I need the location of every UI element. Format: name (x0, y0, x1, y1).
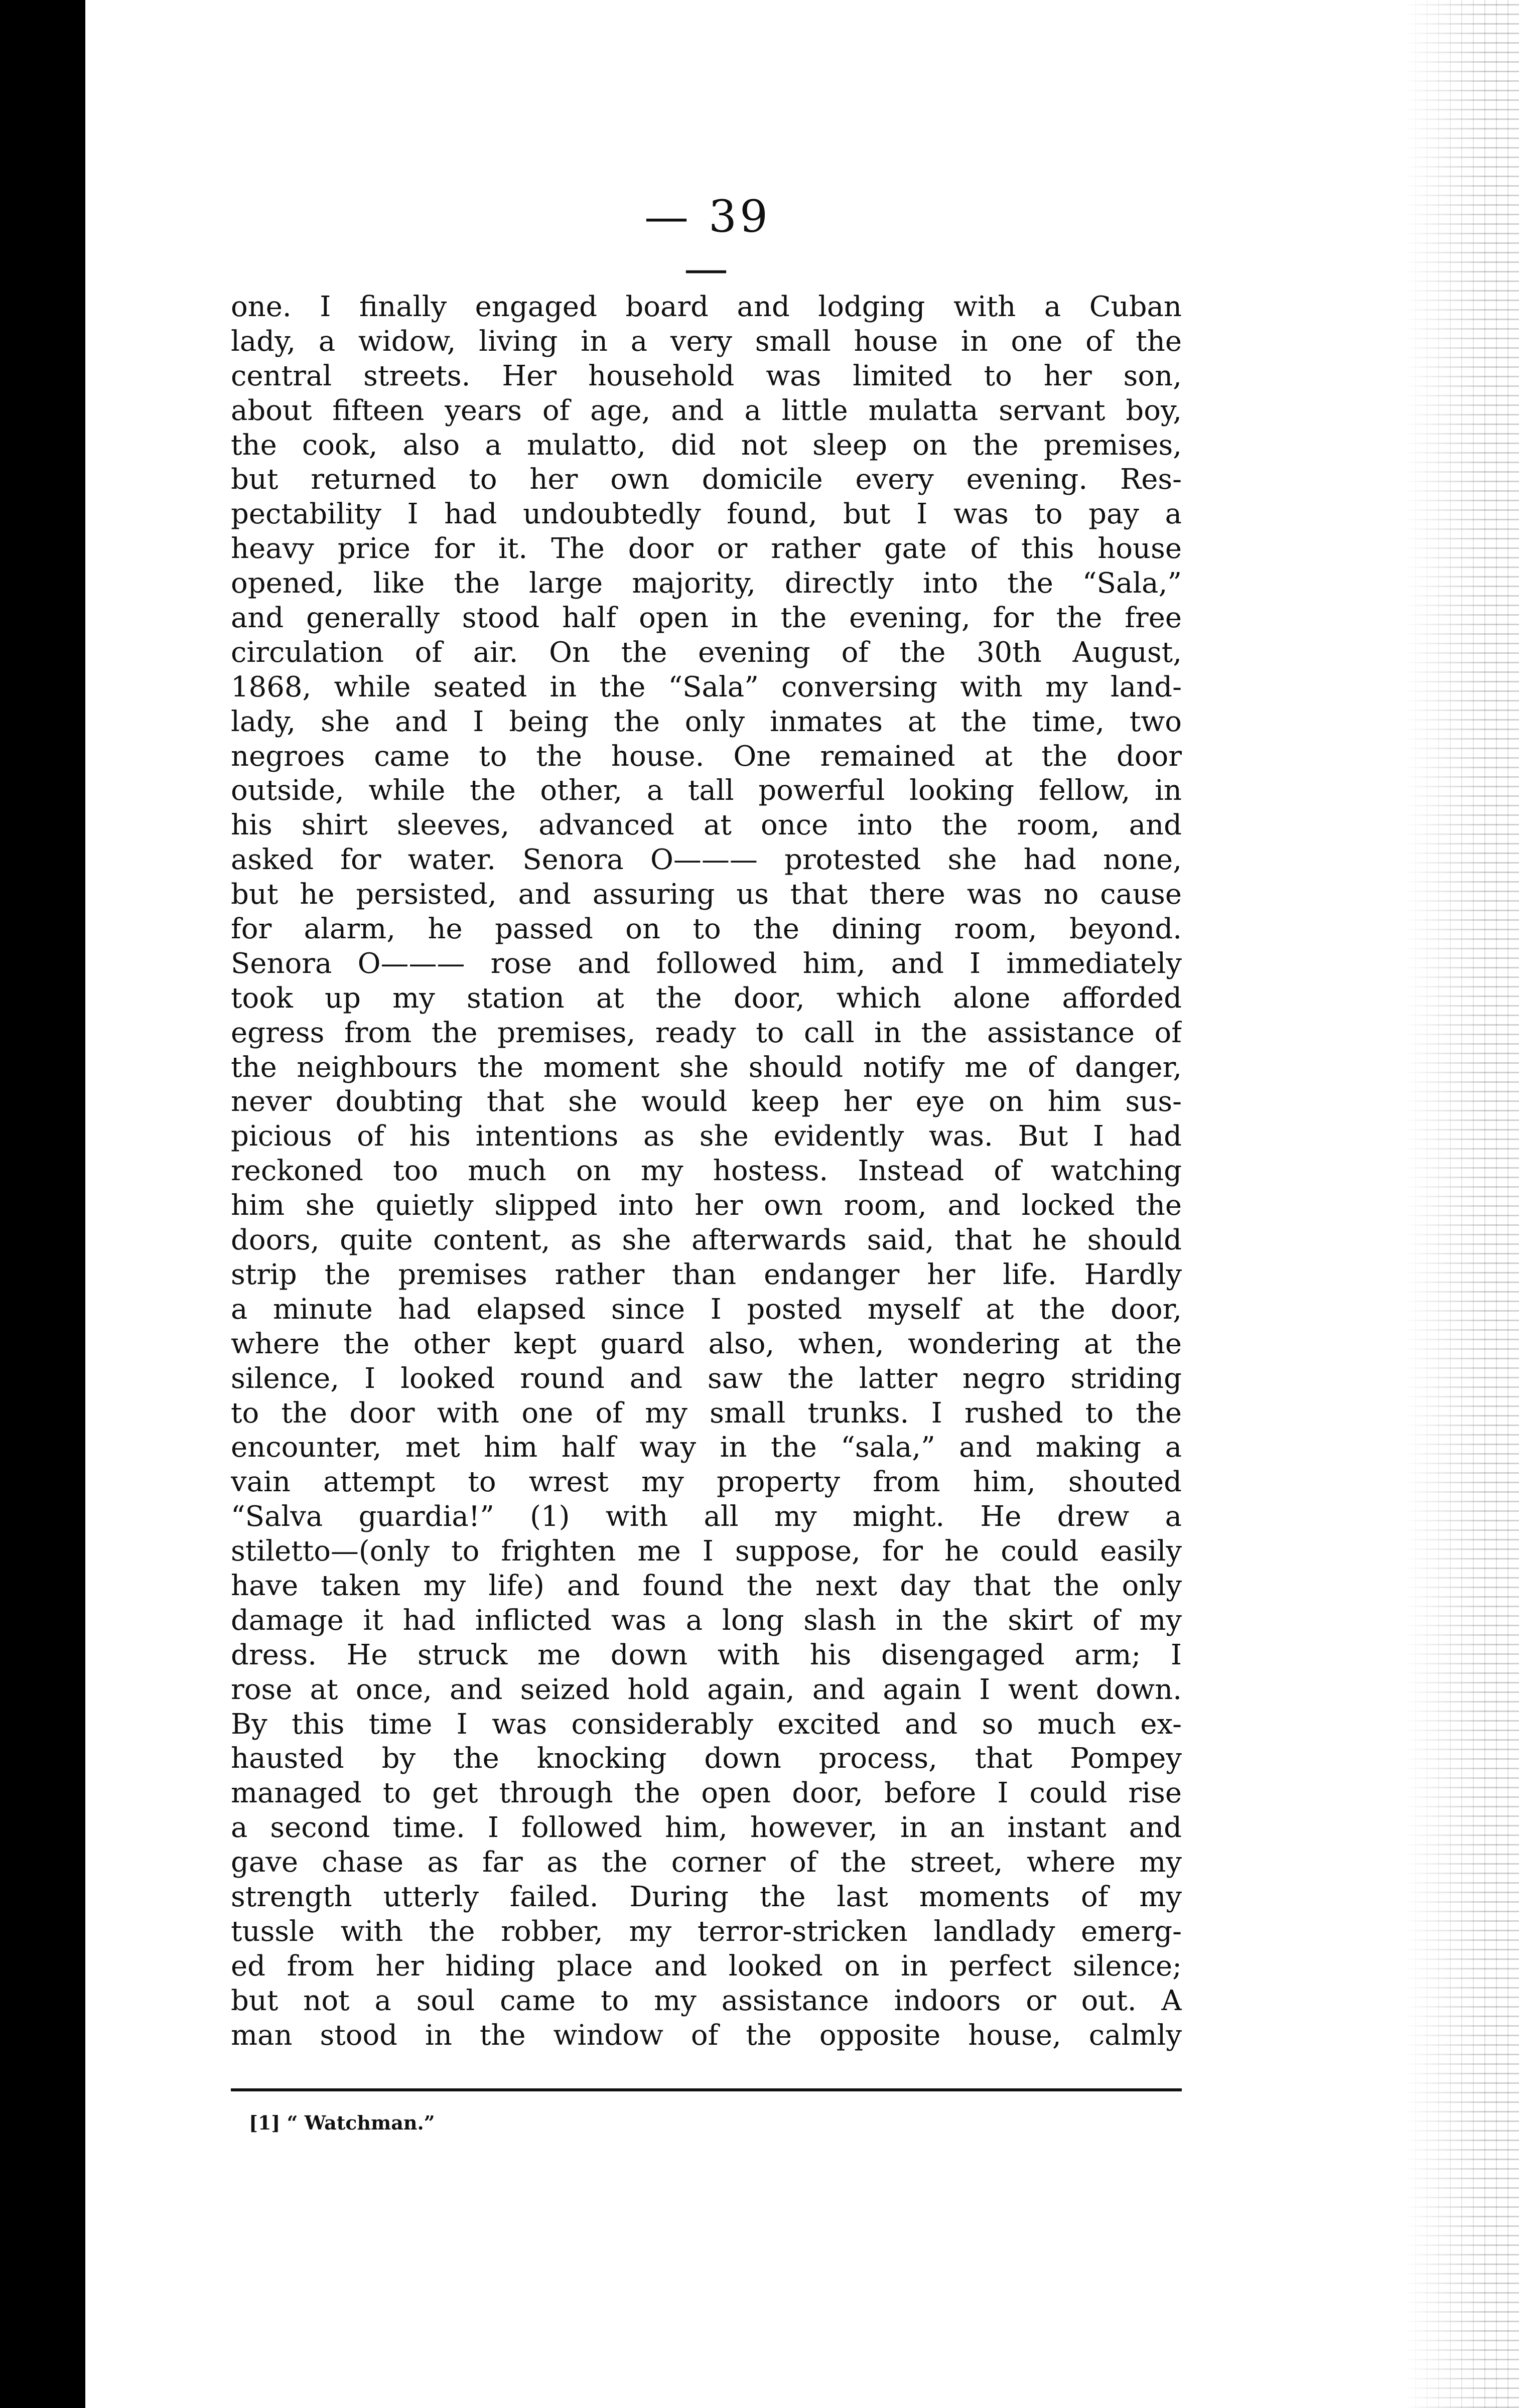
text-line: “Salva guardia!” (1) with all my might. He drew a (231, 1500, 1182, 1533)
text-line: to the door with one of my small trunks. I rushed to the (231, 1396, 1182, 1430)
text-line: about fifteen years of age, and a little mulatta servant boy, (231, 394, 1182, 427)
text-line: asked for water. Senora O——— protested she had none, (231, 843, 1182, 877)
text-line: heavy price for it. The door or rather gate of this house (231, 532, 1182, 565)
text-line: never doubting that she would keep her eye on him sus- (231, 1085, 1182, 1118)
text-line: 1868, while seated in the “Sala” conversing with my land- (231, 670, 1182, 703)
text-line: hausted by the knocking down process, that Pompey (231, 1742, 1182, 1775)
text-line: doors, quite content, as she afterwards said, that he should (231, 1224, 1182, 1257)
text-line: outside, while the other, a tall powerful looking fellow, in (231, 774, 1182, 807)
text-line: but returned to her own domicile every evening. Res- (231, 463, 1182, 496)
text-line: gave chase as far as the corner of the street, where my (231, 1846, 1182, 1879)
text-line: strength utterly failed. During the last moments of my (231, 1880, 1182, 1913)
text-line: By this time I was considerably excited and so much ex- (231, 1708, 1182, 1741)
page-number: — 39 — (644, 191, 771, 294)
text-line: opened, like the large majority, directly into the “Sala,” (231, 567, 1182, 600)
text-line: took up my station at the door, which alone afforded (231, 981, 1182, 1015)
text-line: rose at once, and seized hold again, and again I went down. (231, 1673, 1182, 1706)
text-line: but not a soul came to my assistance indoors or out. A (231, 1984, 1182, 2017)
footnote: [1] “ Watchman.” (249, 2111, 435, 2134)
text-line: encounter, met him half way in the “sala,” and making a (231, 1431, 1182, 1464)
text-line: strip the premises rather than endanger her life. Hardly (231, 1258, 1182, 1291)
text-line: ed from her hiding place and looked on in perfect silence; (231, 1949, 1182, 1982)
text-line: the cook, also a mulatto, did not sleep on the premises, (231, 429, 1182, 462)
text-line: circulation of air. On the evening of the 30th August, (231, 636, 1182, 669)
text-line: negroes came to the house. One remained at the door (231, 740, 1182, 773)
text-line: managed to get through the open door, before I could rise (231, 1777, 1182, 1810)
text-line: reckoned too much on my hostess. Instead of watching (231, 1155, 1182, 1188)
text-line: but he persisted, and assuring us that there was no cause (231, 878, 1182, 911)
text-line: pectability I had undoubtedly found, but I was to pay a (231, 498, 1182, 531)
text-line: silence, I looked round and saw the latter negro striding (231, 1362, 1182, 1395)
page-edge-texture (1404, 0, 1519, 2408)
text-line: egress from the premises, ready to call in the assistance of (231, 1016, 1182, 1049)
text-line: the neighbours the moment she should notify me of danger, (231, 1051, 1182, 1084)
text-line: one. I finally engaged board and lodging with a Cuban (231, 291, 1182, 323)
text-line: vain attempt to wrest my property from him, shouted (231, 1466, 1182, 1499)
text-line: lady, she and I being the only inmates at the time, two (231, 705, 1182, 738)
text-line: central streets. Her household was limited to her son, (231, 359, 1182, 392)
text-line: lady, a widow, living in a very small house in one of the (231, 325, 1182, 358)
text-line: and generally stood half open in the evening, for the free (231, 602, 1182, 635)
text-line: where the other kept guard also, when, wondering at the (231, 1327, 1182, 1360)
text-line: a second time. I followed him, however, in an instant and (231, 1811, 1182, 1845)
text-line: stiletto—(only to frighten me I suppose, for he could easily (231, 1535, 1182, 1568)
text-line: man stood in the window of the opposite house, calmly (231, 2019, 1182, 2052)
text-line: picious of his intentions as she evidently was. But I had (231, 1120, 1182, 1153)
text-line: for alarm, he passed on to the dining room, beyond. (231, 913, 1182, 946)
body-text (231, 290, 1182, 2053)
text-line: tussle with the robber, my terror-stricken landlady emerg- (231, 1915, 1182, 1948)
text-line: him she quietly slipped into her own room, and locked the (231, 1189, 1182, 1222)
text-line: Senora O——— rose and followed him, and I immediately (231, 947, 1182, 980)
text-line: damage it had inflicted was a long slash in the skirt of my (231, 1604, 1182, 1637)
text-line: a minute had elapsed since I posted myself at the door, (231, 1293, 1182, 1326)
text-line: his shirt sleeves, advanced at once into the room, and (231, 809, 1182, 842)
text-line: dress. He struck me down with his disengaged arm; I (231, 1638, 1182, 1671)
text-line: have taken my life) and found the next day that the only (231, 1569, 1182, 1602)
footnote-rule (231, 2088, 1182, 2091)
